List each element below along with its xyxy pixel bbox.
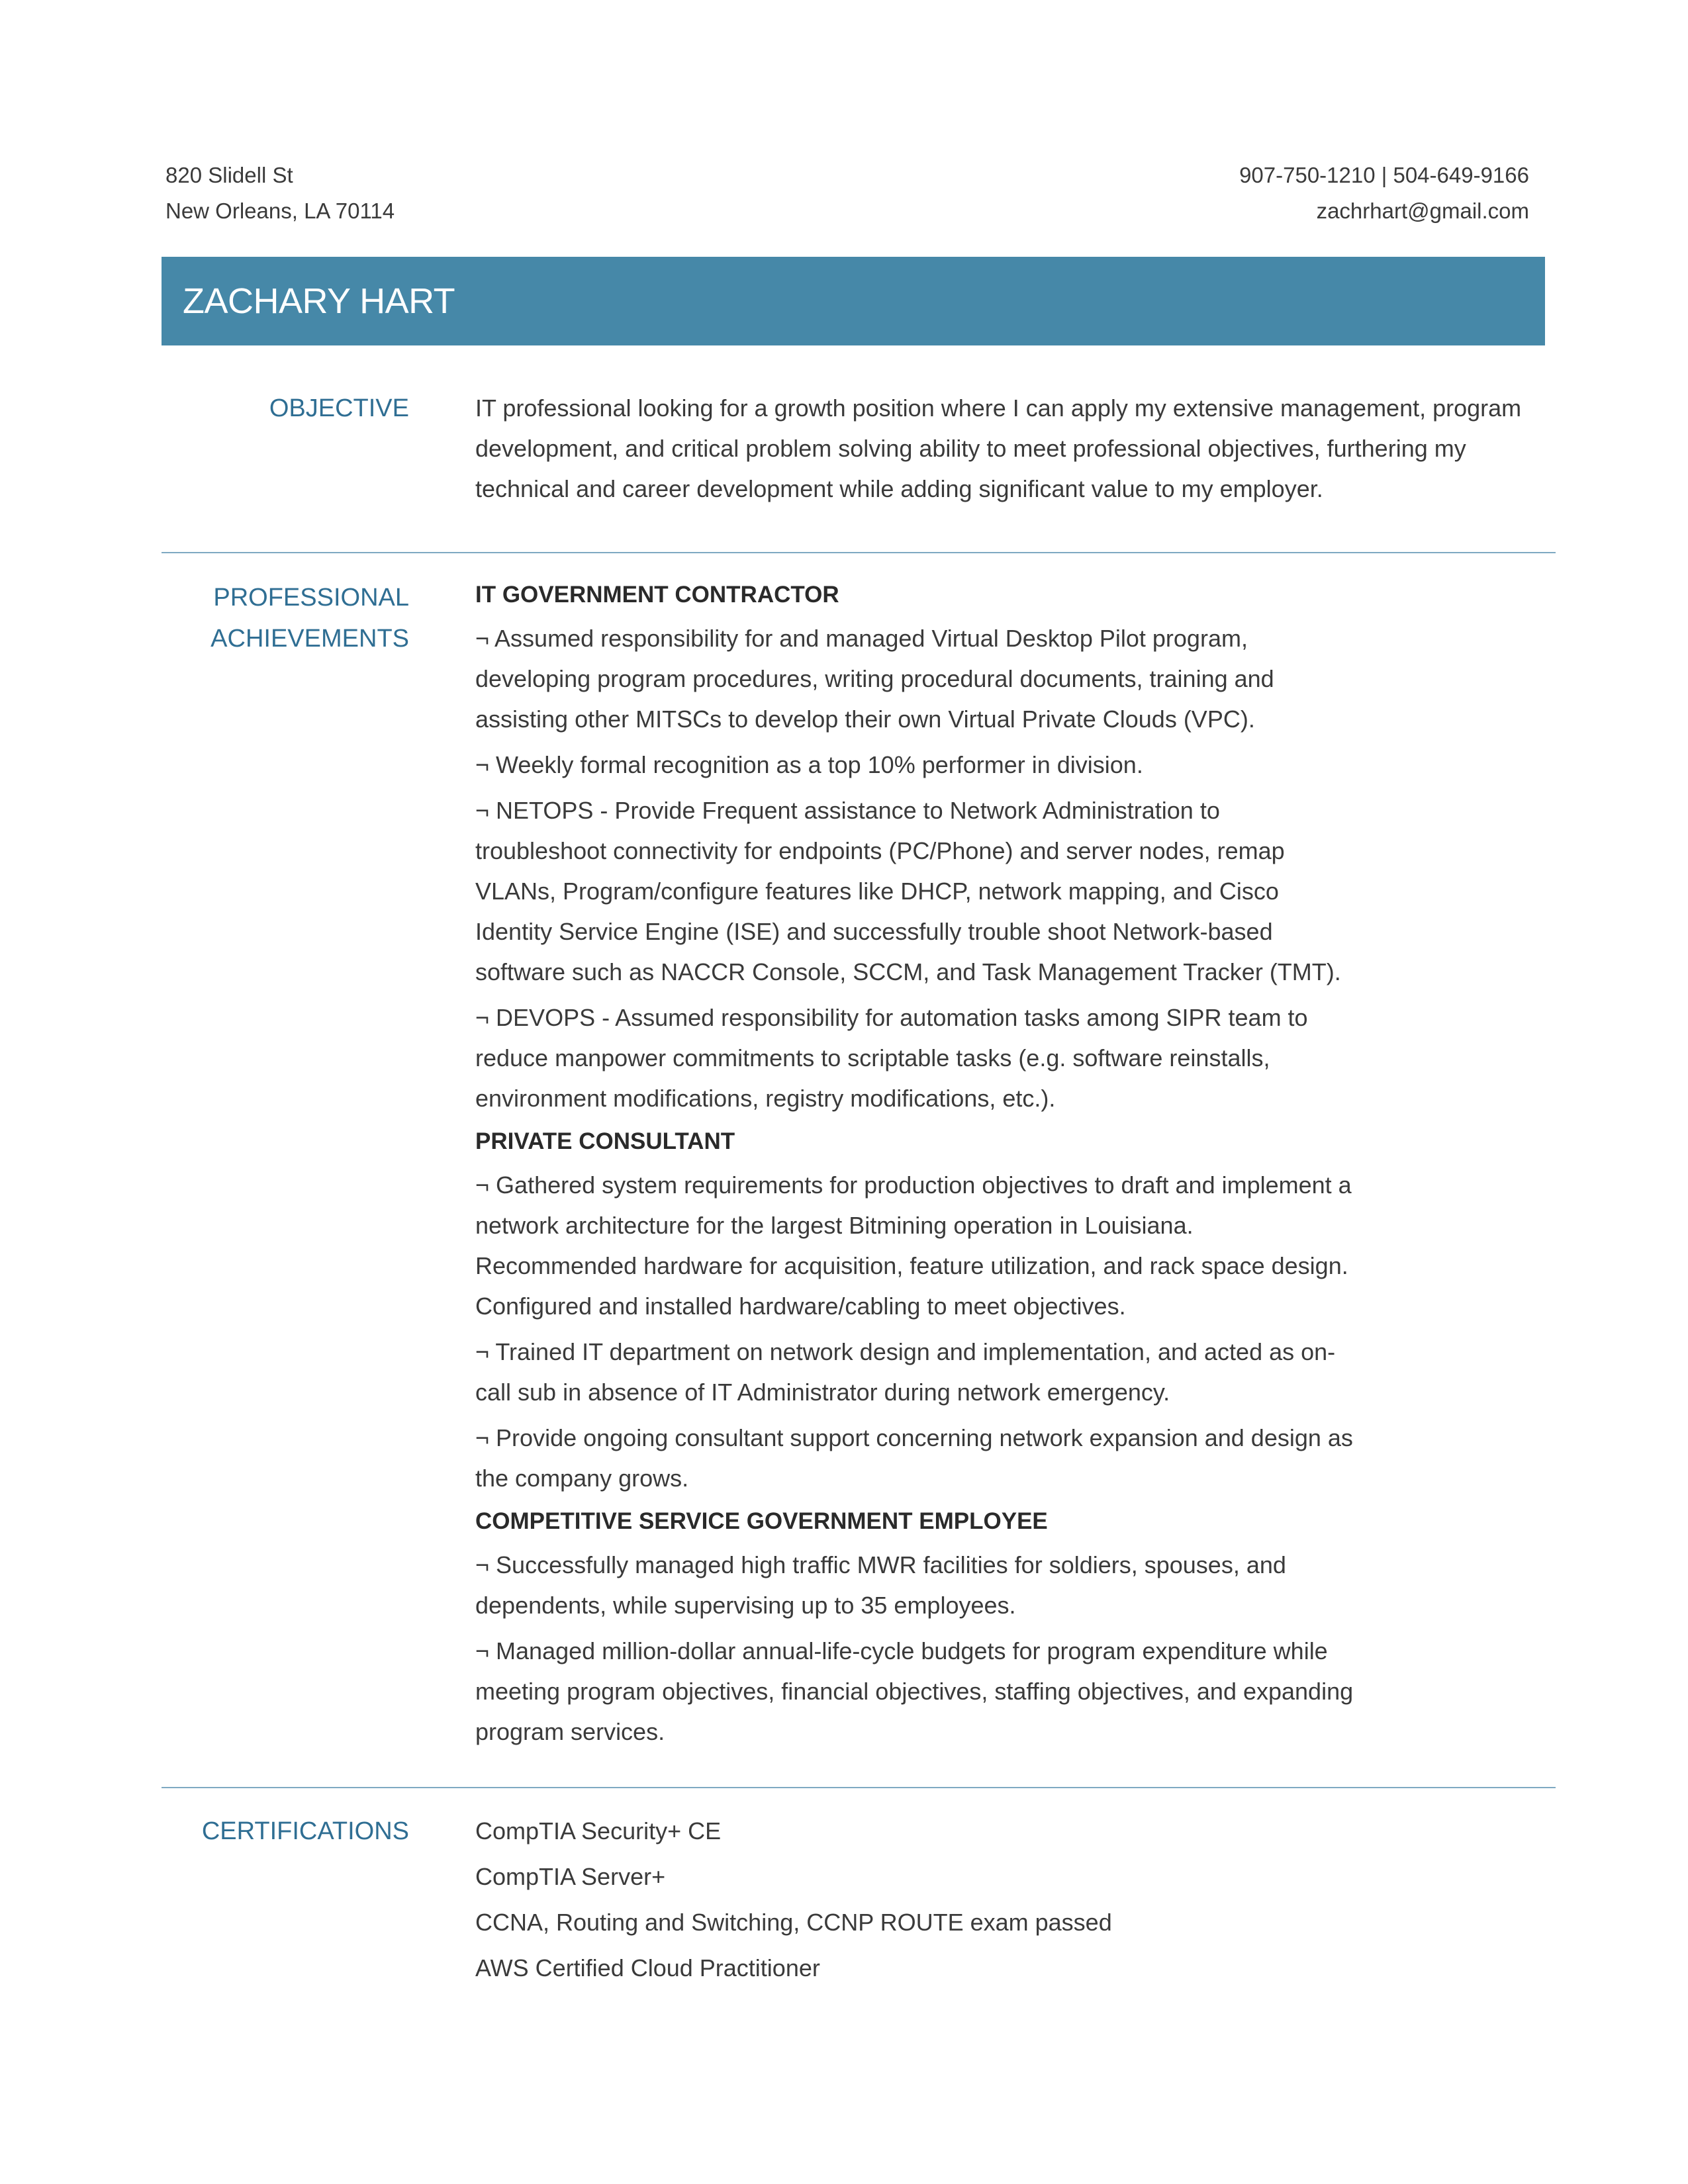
phone-numbers: 907-750-1210 | 504-649-9166 xyxy=(1239,163,1529,187)
bullet-mark: ¬ xyxy=(475,625,490,652)
objective-body xyxy=(475,388,1534,509)
achievements-label-line-2: ACHIEVEMENTS xyxy=(211,625,409,653)
list-item: ¬ Assumed responsibility for and managed Virtual Desktop Pilot program, developing program procedures, writing procedural documents, training and assisting other MITSCs to develop their own Virtual Private Clouds (VPC). xyxy=(475,625,1274,733)
achievements-body xyxy=(475,577,1356,1757)
list-item: ¬ Provide ongoing consultant support concerning network expansion and design as the company grows. xyxy=(475,1424,1353,1492)
bullet-mark: ¬ xyxy=(475,1338,490,1365)
job-title: IT GOVERNMENT CONTRACTOR xyxy=(475,582,839,608)
job-title: COMPETITIVE SERVICE GOVERNMENT EMPLOYEE xyxy=(475,1508,1048,1534)
list-item: ¬ Gathered system requirements for production objectives to draft and implement a network architecture for the largest Bitmining operation in Louisiana. Recommended hardware for acquisition, feature utilization, and rack space design. Configured and installed hardware/cabling to meet objectives. xyxy=(475,1171,1352,1320)
list-item: ¬ Successfully managed high traffic MWR facilities for soldiers, spouses, and dependents, while supervising up to 35 employees. xyxy=(475,1551,1286,1619)
list-item: ¬ DEVOPS - Assumed responsibility for automation tasks among SIPR team to reduce manpower commitments to scriptable tasks (e.g. software reinstalls, environment modifications, registry modifications, etc.). xyxy=(475,1004,1308,1112)
job-entry xyxy=(475,1504,1356,1752)
bullet-mark: ¬ xyxy=(475,1424,490,1451)
address-line-1: 820 Slidell St xyxy=(165,163,293,187)
list-item: ¬ Trained IT department on network design and implementation, and acted as on-call sub in absence of IT Administrator during network emergency. xyxy=(475,1338,1336,1406)
certifications-body xyxy=(475,1811,1561,1993)
job-title: PRIVATE CONSULTANT xyxy=(475,1128,735,1154)
objective-text: IT professional looking for a growth position where I can apply my extensive management, program development, and critical problem solving ability to meet professional objectives, furthering my technical and career development while adding significant value to my employer. xyxy=(475,394,1522,502)
certification-item: CCNA, Routing and Switching, CCNP ROUTE exam passed xyxy=(475,1909,1112,1936)
divider-achievements xyxy=(162,1787,1556,1788)
certification-item: AWS Certified Cloud Practitioner xyxy=(475,1954,820,1981)
divider-objective xyxy=(162,552,1556,553)
bullet-mark: ¬ xyxy=(475,1551,490,1578)
bullet-mark: ¬ xyxy=(475,1637,490,1664)
job-entry xyxy=(475,577,1356,1118)
certification-item: CompTIA Server+ xyxy=(475,1863,666,1890)
bullet-mark: ¬ xyxy=(475,751,490,778)
certifications-label: CERTIFICATIONS xyxy=(201,1817,409,1845)
bullet-mark: ¬ xyxy=(475,1004,490,1031)
bullet-mark: ¬ xyxy=(475,1171,490,1199)
certification-item: CompTIA Security+ CE xyxy=(475,1817,722,1844)
contact-block xyxy=(1239,158,1529,229)
job-entry xyxy=(475,1124,1356,1498)
list-item: ¬ NETOPS - Provide Frequent assistance to Network Administration to troubleshoot connectivity for endpoints (PC/Phone) and server nodes, remap VLANs, Program/configure features like DHCP, network mapping, and Cisco Identity Service Engine (ISE) and successfully trouble shoot Network-based software such as NACCR Console, SCCM, and Task Management Tracker (TMT). xyxy=(475,797,1341,985)
list-item: ¬ Managed million-dollar annual-life-cycle budgets for program expenditure while meeting program objectives, financial objectives, staffing objectives, and expanding program services. xyxy=(475,1637,1354,1745)
candidate-name: ZACHARY HART xyxy=(183,281,455,321)
bullet-mark: ¬ xyxy=(475,797,490,824)
address-line-2: New Orleans, LA 70114 xyxy=(165,199,395,223)
objective-label: OBJECTIVE xyxy=(269,394,409,422)
list-item: ¬ Weekly formal recognition as a top 10% performer in division. xyxy=(475,751,1143,778)
achievements-label-line-1: PROFESSIONAL xyxy=(213,584,409,612)
achievements-label xyxy=(165,577,409,659)
name-banner xyxy=(162,257,1545,345)
email-address: zachrhart@gmail.com xyxy=(1316,199,1529,223)
address-block xyxy=(165,158,395,229)
